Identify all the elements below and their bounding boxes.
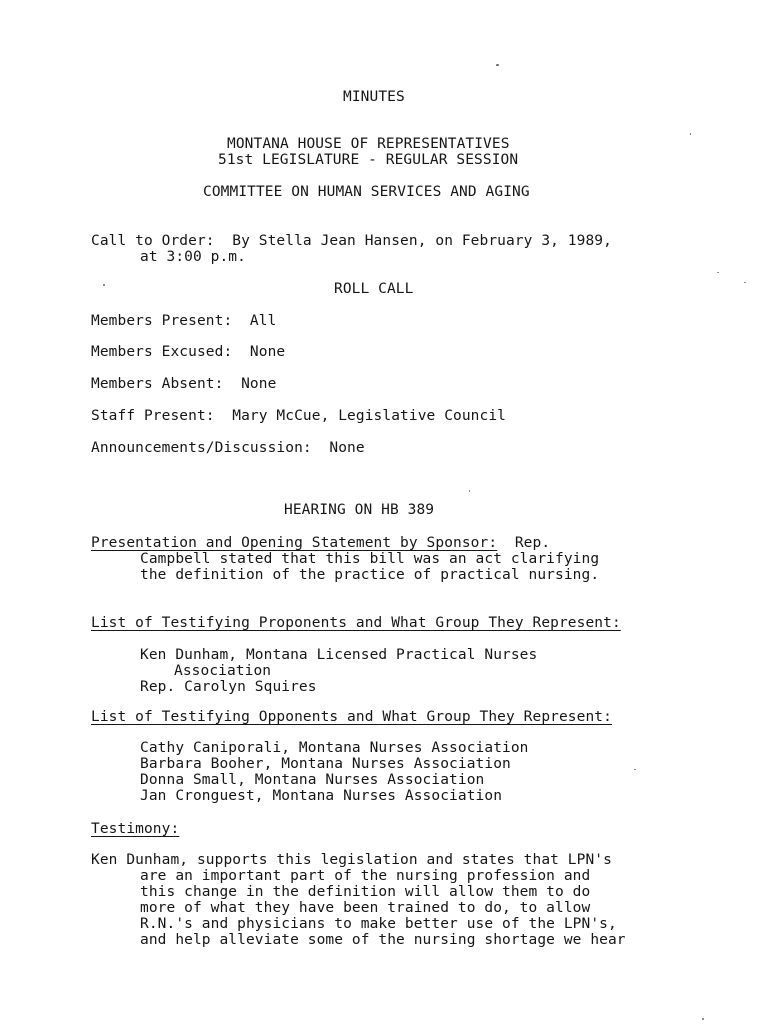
testimony-line: R.N.'s and physicians to make better use of the LPN's, xyxy=(140,916,617,932)
testimony-line: more of what they have been trained to do, to allow xyxy=(140,900,591,916)
scan-speck xyxy=(496,64,499,66)
announcements-discussion: Announcements/Discussion: None xyxy=(91,440,365,456)
presentation-line3: the definition of the practice of practical nursing. xyxy=(140,567,600,583)
presentation-line2: Campbell stated that this bill was an act clarifying xyxy=(140,551,600,567)
scan-speck xyxy=(702,1018,704,1020)
proponent-item: Rep. Carolyn Squires xyxy=(140,679,317,695)
call-to-order-line1: Call to Order: By Stella Jean Hansen, on February 3, 1989, xyxy=(91,233,612,249)
scan-speck xyxy=(690,133,691,135)
roll-call-heading: ROLL CALL xyxy=(334,281,414,297)
presentation-heading-line xyxy=(91,535,550,551)
testimony-line: Ken Dunham, supports this legislation and states that LPN's xyxy=(91,852,612,868)
legislature-session: 51st LEGISLATURE - REGULAR SESSION xyxy=(218,152,519,168)
call-to-order-line2: at 3:00 p.m. xyxy=(140,249,246,265)
presentation-heading: Presentation and Opening Statement by Sponsor: xyxy=(91,535,498,551)
page-title: MINUTES xyxy=(343,89,405,105)
presentation-heading-tail: Rep. xyxy=(497,535,551,551)
scan-speck xyxy=(717,272,719,273)
scan-speck xyxy=(744,282,746,283)
opponent-item: Barbara Booher, Montana Nurses Association xyxy=(140,756,511,772)
staff-present: Staff Present: Mary McCue, Legislative Council xyxy=(91,408,506,424)
opponent-item: Cathy Caniporali, Montana Nurses Association xyxy=(140,740,529,756)
members-present: Members Present: All xyxy=(91,313,277,329)
committee-name: COMMITTEE ON HUMAN SERVICES AND AGING xyxy=(203,184,530,200)
members-excused: Members Excused: None xyxy=(91,344,286,360)
scan-speck xyxy=(469,490,470,492)
house-name: MONTANA HOUSE OF REPRESENTATIVES xyxy=(227,136,510,152)
scan-speck xyxy=(103,284,105,286)
proponent-item-continued: Association xyxy=(174,663,272,679)
members-absent: Members Absent: None xyxy=(91,376,277,392)
testimony-heading: Testimony: xyxy=(91,821,180,837)
scan-speck xyxy=(634,769,636,770)
opponent-item: Jan Cronguest, Montana Nurses Association xyxy=(140,788,503,804)
testimony-line: and help alleviate some of the nursing shortage we hear xyxy=(140,932,626,948)
testimony-line: this change in the definition will allow them to do xyxy=(140,884,591,900)
proponent-item: Ken Dunham, Montana Licensed Practical Nurses xyxy=(140,647,538,663)
opponent-item: Donna Small, Montana Nurses Association xyxy=(140,772,485,788)
opponents-heading: List of Testifying Opponents and What Group They Represent: xyxy=(91,709,612,725)
proponents-heading: List of Testifying Proponents and What Group They Represent: xyxy=(91,615,621,631)
testimony-line: are an important part of the nursing profession and xyxy=(140,868,591,884)
hearing-heading: HEARING ON HB 389 xyxy=(284,502,435,518)
